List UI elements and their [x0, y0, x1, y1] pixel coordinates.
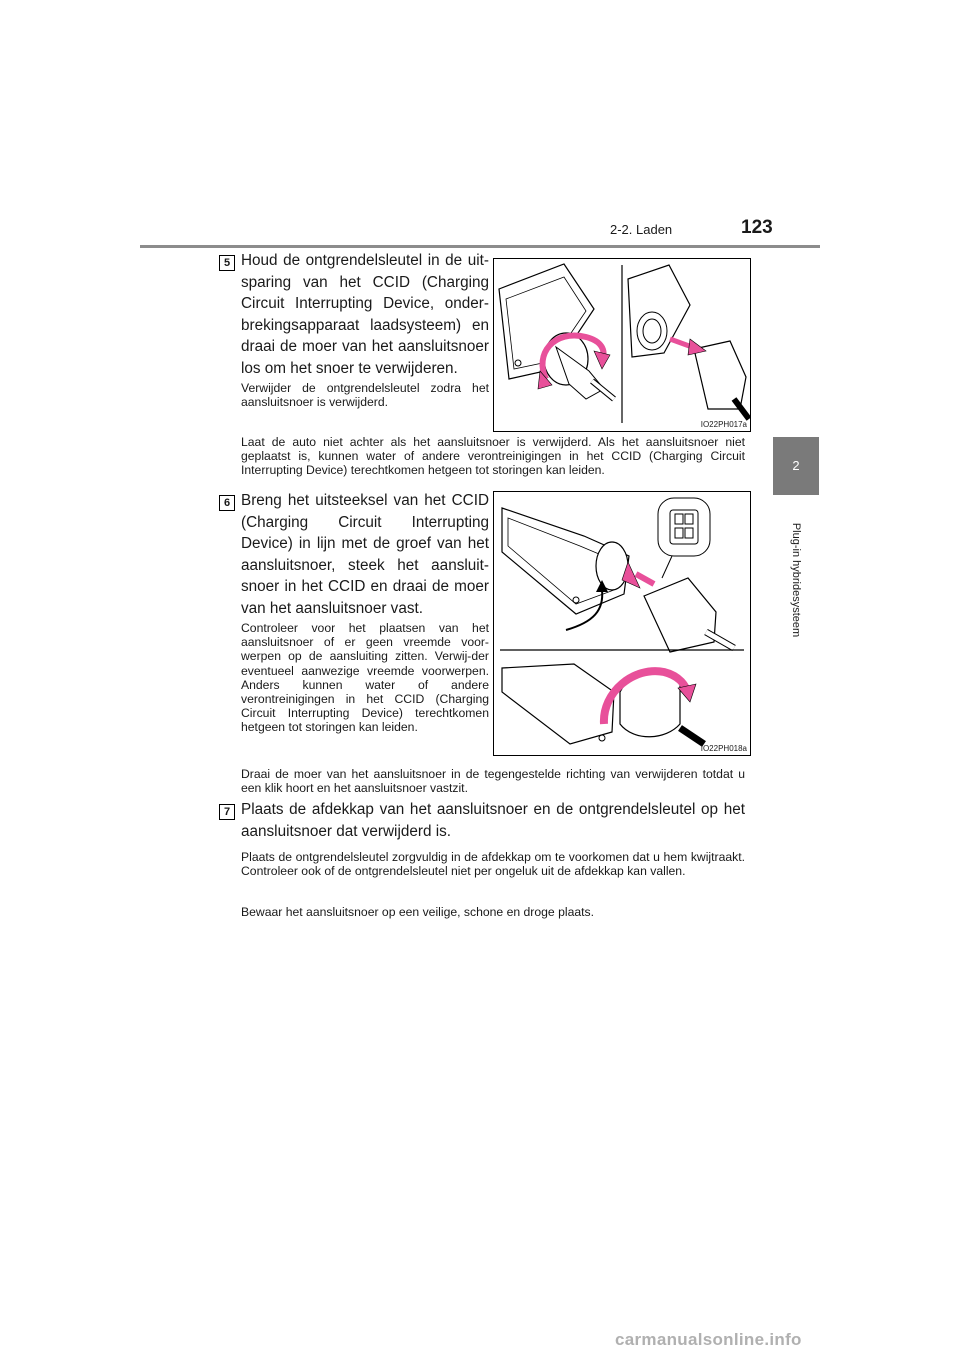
- page-number: 123: [741, 217, 773, 238]
- step-number-5: 5: [219, 255, 235, 271]
- step-6-note: Controleer voor het plaatsen van het aansluitsnoer of er geen vreemde voor-werpen op de aansluiting zitten. Verwij-der eventueel aanwezige vreemde voorwerpen. Anders kunnen water of andere verontreinigingen in het CCID (Charging Circuit Interrupting Device) terechtkomen hetgeen tot storingen kan leiden.: [241, 621, 489, 735]
- step-5-note: Verwijder de ontgrendelsleutel zodra het aansluitsnoer is verwijderd.: [241, 381, 489, 410]
- chapter-tab[interactable]: 2: [773, 437, 819, 495]
- watermark: carmanualsonline.info: [615, 1330, 802, 1349]
- step-7-storage-note: Bewaar het aansluitsnoer op een veilige, schone en droge plaats.: [241, 905, 594, 919]
- step-5-text: Houd de ontgrendelsleutel in de uit-sparing van het CCID (Charging Circuit Interrupting Device, onder-brekingsapparaat laadsysteem) en draai de moer van het aansluitsnoer los om het snoer te verwijderen.: [241, 252, 489, 377]
- header-rule: [140, 245, 820, 248]
- step-number-6: 6: [219, 495, 235, 511]
- step-number-7: 7: [219, 804, 235, 820]
- step-5-warning: Laat de auto niet achter als het aansluitsnoer is verwijderd. Als het aansluitsnoer niet geplaatst is, kunnen water of andere verontreinigingen in het CCID (Charging Circuit Interrupting Device) terechtkomen hetgeen tot storingen kan leiden.: [241, 435, 745, 478]
- step-6-instruction: Draai de moer van het aansluitsnoer in de tegengestelde richting van verwijderen totdat u een klik hoort en het aansluitsnoer vastzit.: [241, 767, 745, 796]
- figure-code: IO22PH018a: [700, 744, 747, 753]
- figure-remove-cable: [493, 258, 751, 432]
- step-6-text: Breng het uitsteeksel van het CCID (Charging Circuit Interrupting Device) in lijn met de groef van het aansluitsnoer, steek het aansluit-snoer in het CCID en draai de moer van het aansluitsnoer vast.: [241, 492, 489, 617]
- chapter-label: [773, 495, 819, 665]
- step-7-text: Plaats de afdekkap van het aansluitsnoer en de ontgrendelsleutel op het aansluitsnoer dat verwijderd is.: [241, 801, 745, 840]
- step-7-note: Plaats de ontgrendelsleutel zorgvuldig in de afdekkap om te voorkomen dat u hem kwijtraakt. Controleer ook of de ontgrendelsleutel niet per ongeluk uit de afdekkap kan vallen.: [241, 850, 745, 879]
- chapter-title: Plug-in hybridesysteem: [790, 522, 802, 638]
- connector-insertion-illustration: [494, 492, 750, 755]
- connector-removal-illustration: [494, 259, 750, 431]
- figure-code: IO22PH017a: [700, 420, 747, 429]
- section-title: 2-2. Laden: [610, 222, 673, 237]
- figure-insert-cable: [493, 491, 751, 756]
